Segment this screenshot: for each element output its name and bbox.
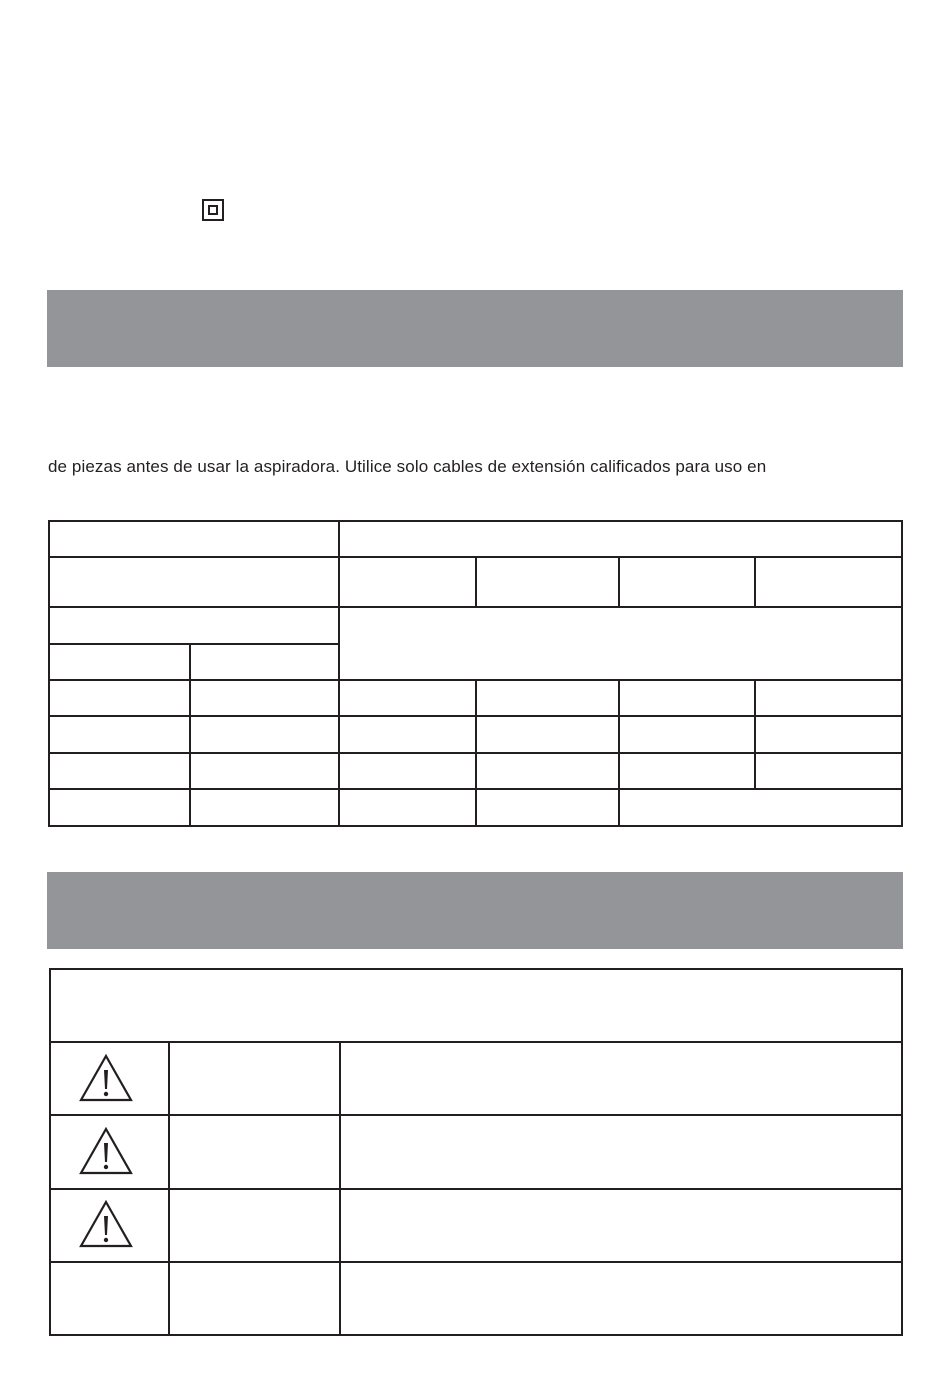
warning-triangle-icon [78, 1126, 134, 1176]
table-column-line [189, 643, 191, 827]
warning-triangle-icon [78, 1053, 134, 1103]
double-insulation-inner-square [208, 205, 218, 215]
table-row-line [49, 1261, 903, 1263]
table-column-line [618, 679, 620, 827]
section-header-band [47, 290, 903, 367]
table-border-left [48, 520, 50, 827]
table-border-right [901, 968, 903, 1336]
table-column-line [754, 679, 756, 790]
table-column-line [475, 556, 477, 608]
table-row-line [49, 1188, 903, 1190]
table-border-bottom [49, 1334, 903, 1336]
table-border-right [901, 520, 903, 827]
table-border-left [49, 968, 51, 1336]
table-row-line [49, 1041, 903, 1043]
table-column-line [168, 1041, 170, 1336]
section-header-band [47, 872, 903, 949]
table-column-line [339, 1041, 341, 1336]
table-column-line [754, 556, 756, 608]
warning-triangle-icon [78, 1199, 134, 1249]
table-border-top [48, 520, 903, 522]
table-row-line [48, 643, 340, 645]
table-row-line [49, 1114, 903, 1116]
table-border-top [49, 968, 903, 970]
table-column-line [618, 556, 620, 608]
body-paragraph: de piezas antes de usar la aspiradora. Utilice solo cables de extensión calificados para uso en [48, 457, 767, 476]
table-column-line [475, 679, 477, 827]
double-insulation-icon [202, 199, 224, 221]
table-column-line [338, 520, 340, 827]
